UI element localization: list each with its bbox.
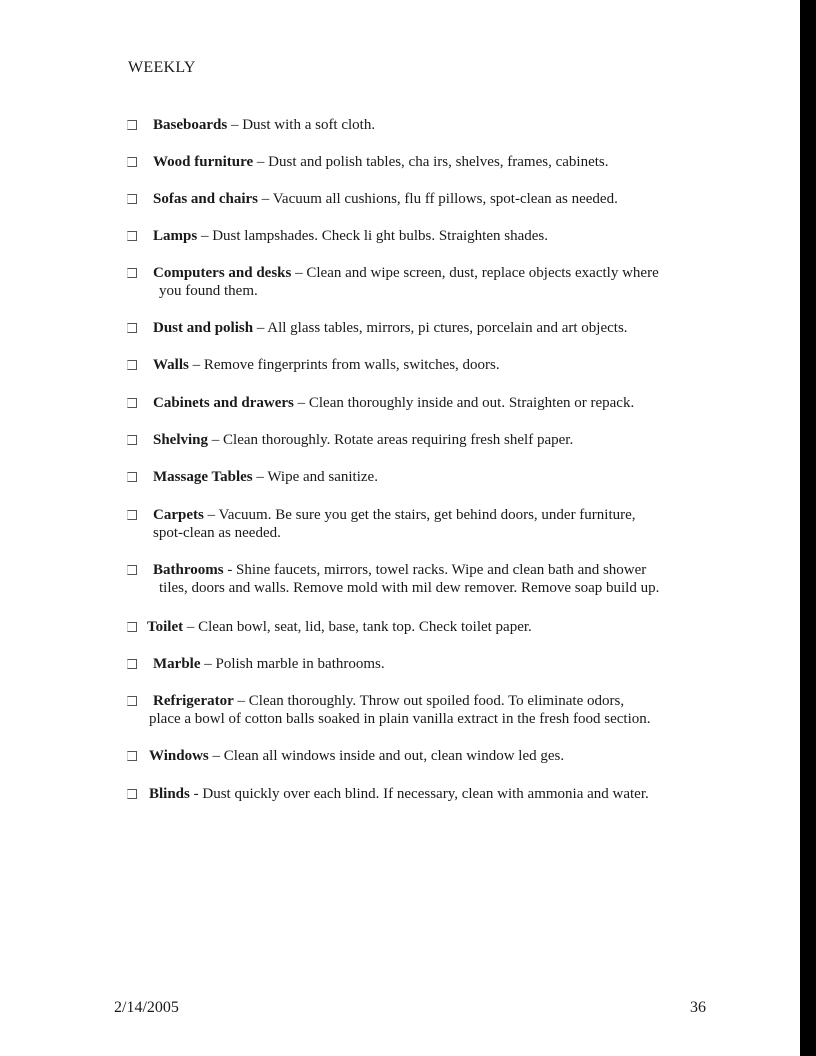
checklist-item-marble bbox=[127, 655, 757, 673]
checklist-item-baseboards bbox=[127, 116, 757, 134]
checklist-item-massage-tables bbox=[127, 468, 757, 486]
checklist-item-lamps bbox=[127, 227, 757, 245]
checklist-item-carpets bbox=[127, 506, 757, 542]
item-description: – Wipe and sanitize. bbox=[252, 469, 378, 485]
checkbox-icon[interactable] bbox=[127, 472, 137, 482]
checklist-item-refrigerator bbox=[127, 692, 757, 728]
checkbox-icon[interactable] bbox=[127, 622, 137, 632]
checkbox-icon[interactable] bbox=[127, 360, 137, 370]
item-description-continued: you found them. bbox=[159, 283, 258, 299]
checklist-item-sofas-and-chairs bbox=[127, 190, 757, 208]
checkbox-icon[interactable] bbox=[127, 398, 137, 408]
checkbox-icon[interactable] bbox=[127, 435, 137, 445]
checkbox-icon[interactable] bbox=[127, 696, 137, 706]
item-description: – Polish marble in bathrooms. bbox=[200, 656, 385, 672]
item-title: Refrigerator bbox=[153, 693, 234, 709]
item-title: Carpets bbox=[153, 507, 204, 523]
item-title: Dust and polish bbox=[153, 320, 254, 336]
item-title: Blinds bbox=[149, 786, 190, 802]
item-description: – All glass tables, mirrors, pi ctures, porcelain and art objects. bbox=[253, 320, 628, 336]
item-description: - Shine faucets, mirrors, towel racks. Wipe and clean bath and shower bbox=[223, 562, 647, 578]
item-description: – Clean bowl, seat, lid, base, tank top. Check toilet paper. bbox=[183, 619, 532, 635]
item-description-continued: place a bowl of cotton balls soaked in plain vanilla extract in the fresh food section. bbox=[149, 711, 651, 727]
item-description-continued: spot-clean as needed. bbox=[153, 525, 281, 541]
section-heading: WEEKLY bbox=[128, 59, 196, 76]
checklist-item-cabinets-and-drawers bbox=[127, 394, 757, 412]
item-title: Toilet bbox=[147, 619, 184, 635]
item-title: Cabinets and drawers bbox=[153, 395, 294, 411]
checklist-item-computers-and-desks bbox=[127, 264, 757, 300]
checklist-item-windows bbox=[127, 747, 757, 765]
checkbox-icon[interactable] bbox=[127, 157, 137, 167]
checklist-item-wood-furniture bbox=[127, 153, 757, 171]
checkbox-icon[interactable] bbox=[127, 120, 137, 130]
checklist-item-toilet bbox=[127, 618, 757, 636]
item-description: – Clean thoroughly inside and out. Straighten or repack. bbox=[293, 395, 635, 411]
item-description: – Clean thoroughly. Rotate areas requiring fresh shelf paper. bbox=[208, 432, 574, 448]
item-description: - Dust quickly over each blind. If necessary, clean with ammonia and water. bbox=[189, 786, 649, 802]
item-description: – Remove fingerprints from walls, switches, doors. bbox=[188, 357, 500, 373]
checklist-item-walls bbox=[127, 356, 757, 374]
checkbox-icon[interactable] bbox=[127, 789, 137, 799]
checkbox-icon[interactable] bbox=[127, 323, 137, 333]
checklist-item-shelving bbox=[127, 431, 757, 449]
checkbox-icon[interactable] bbox=[127, 231, 137, 241]
item-description: – Dust and polish tables, cha irs, shelves, frames, cabinets. bbox=[253, 154, 609, 170]
checklist-item-dust-and-polish bbox=[127, 319, 757, 337]
checkbox-icon[interactable] bbox=[127, 268, 137, 278]
item-title: Massage Tables bbox=[153, 469, 253, 485]
item-title: Computers and desks bbox=[153, 265, 292, 281]
item-description: – Dust lampshades. Check li ght bulbs. Straighten shades. bbox=[197, 228, 548, 244]
checkbox-icon[interactable] bbox=[127, 751, 137, 761]
checklist-item-blinds bbox=[127, 785, 757, 803]
item-title: Bathrooms bbox=[153, 562, 224, 578]
item-title: Windows bbox=[149, 748, 209, 764]
checkbox-icon[interactable] bbox=[127, 510, 137, 520]
footer-date: 2/14/2005 bbox=[114, 999, 179, 1016]
item-title: Sofas and chairs bbox=[153, 191, 259, 207]
item-description: – Vacuum. Be sure you get the stairs, get behind doors, under furniture, bbox=[203, 507, 636, 523]
item-description: – Clean all windows inside and out, clean window led ges. bbox=[208, 748, 565, 764]
item-title: Wood furniture bbox=[153, 154, 254, 170]
item-description: – Clean and wipe screen, dust, replace objects exactly where bbox=[291, 265, 659, 281]
item-title: Marble bbox=[153, 656, 201, 672]
checkbox-icon[interactable] bbox=[127, 194, 137, 204]
scan-edge-border bbox=[800, 0, 816, 1056]
item-title: Shelving bbox=[153, 432, 209, 448]
item-title: Walls bbox=[153, 357, 189, 373]
checkbox-icon[interactable] bbox=[127, 659, 137, 669]
item-title: Baseboards bbox=[153, 117, 228, 133]
checkbox-icon[interactable] bbox=[127, 565, 137, 575]
item-description: – Dust with a soft cloth. bbox=[227, 117, 376, 133]
checklist-item-bathrooms bbox=[127, 561, 757, 597]
footer-page-number: 36 bbox=[690, 999, 706, 1016]
item-description: – Vacuum all cushions, flu ff pillows, spot-clean as needed. bbox=[258, 191, 618, 207]
item-title: Lamps bbox=[153, 228, 198, 244]
item-description-continued: tiles, doors and walls. Remove mold with mil dew remover. Remove soap build up. bbox=[159, 580, 660, 596]
item-description: – Clean thoroughly. Throw out spoiled food. To eliminate odors, bbox=[233, 693, 625, 709]
